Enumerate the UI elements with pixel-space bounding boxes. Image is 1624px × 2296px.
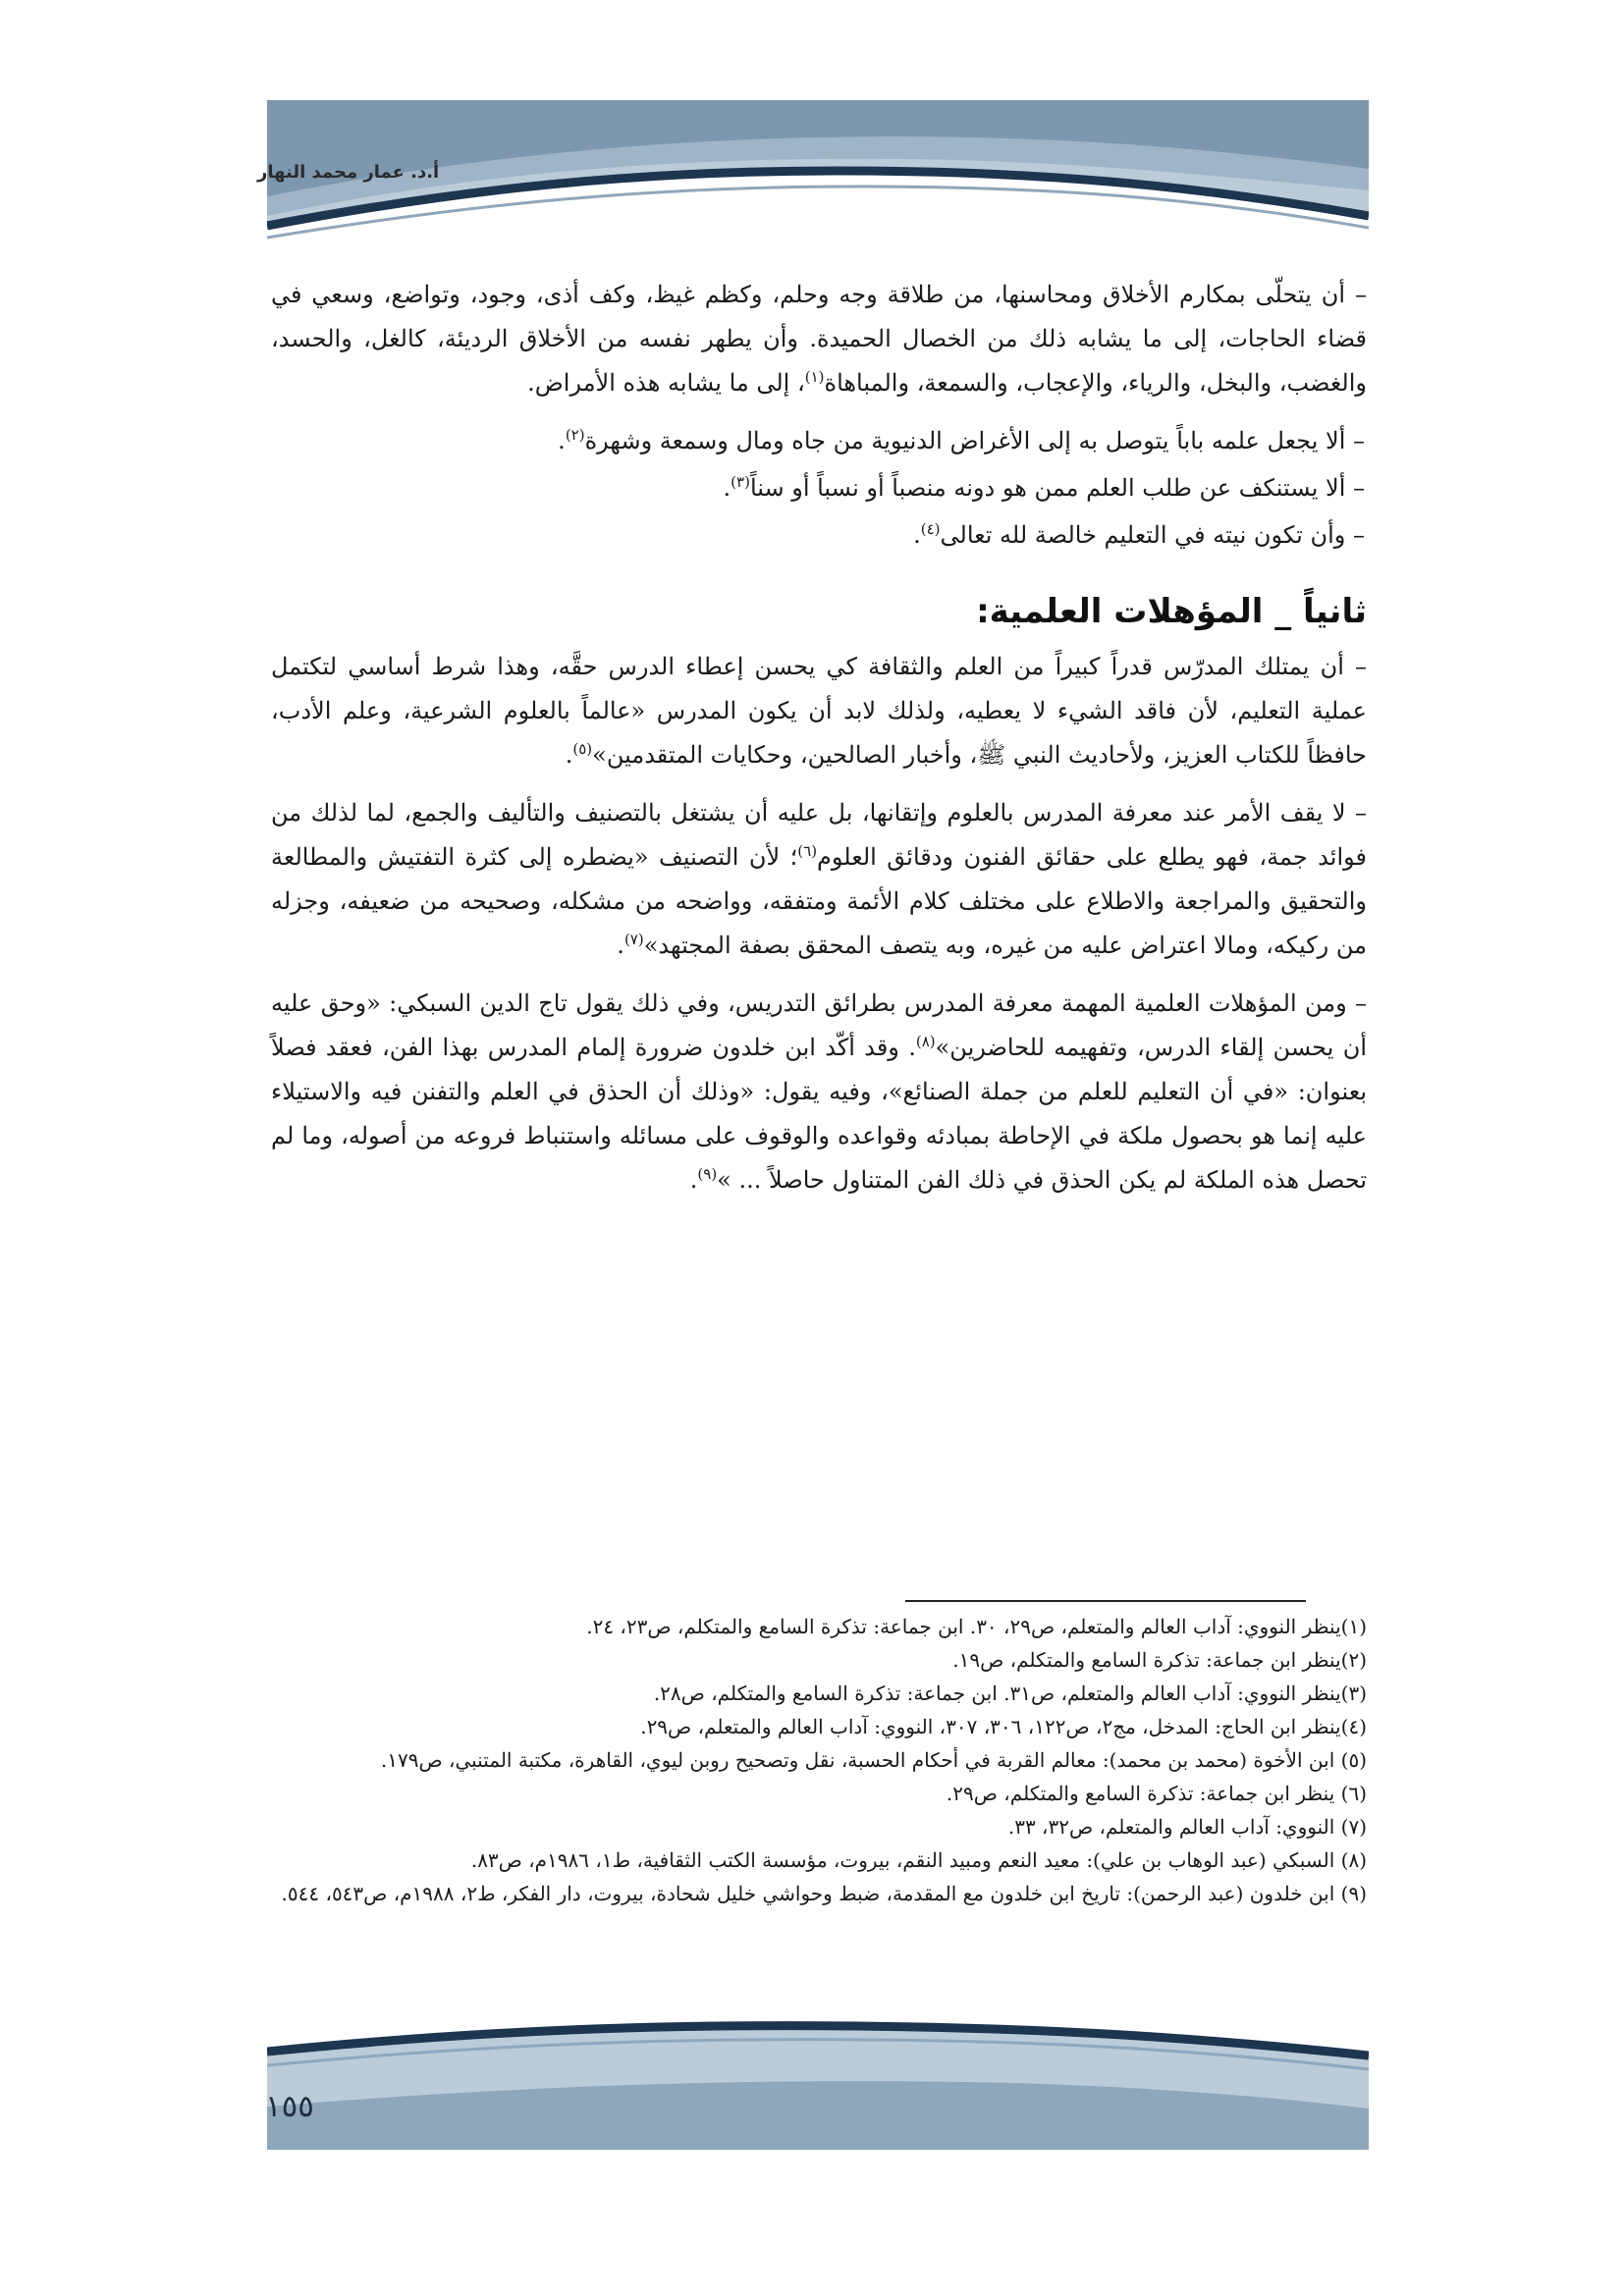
paragraph-text: – أن يتحلّى بمكارم الأخلاق ومحاسنها، من طلاقة وجه وحلم، وكظم غيظ، وكف أذى، وجود، وتواضع، وسعي في قضاء الحاجات، إلى ما يشابه ذلك من الخصال الحميدة. وأن يطهر نفسه من الأخلاق الرديئة، كالغل، والحسد، والغضب، والبخل، والرياء، والإعجاب، والسمعة، والمباهاة bbox=[271, 281, 1367, 397]
footnote-ref: (١) bbox=[804, 368, 825, 386]
footnote-ref: (٩) bbox=[697, 1165, 718, 1183]
paragraph-text: – أن يمتلك المدرّس قدراً كبيراً من العلم والثقافة كي يحسن إعطاء الدرس حقَّه، وهذا شرط أساسي لتكتمل عملية التعليم، لأن فاقد الشيء لا يعطيه، ولذلك لابد أن يكون المدرس «عالماً بالعلوم الشرعية، وعلم الأدب، حافظاً للكتاب العزيز، ولأحاديث النبي ﷺ، وأخبار الصالحين، وحكايات المتقدمين» bbox=[271, 653, 1367, 769]
paragraph-knowledge bbox=[271, 645, 1367, 777]
paragraph-end: . bbox=[565, 741, 573, 769]
section-heading: ثانياً _ المؤهلات العلمية: bbox=[976, 592, 1367, 631]
footer-band bbox=[267, 2012, 1369, 2150]
spacer bbox=[271, 405, 1367, 419]
footnote: (٦) ينظر ابن جماعة: تذكرة السامع والمتكلم، ص٢٩. bbox=[946, 1782, 1367, 1805]
footnote: (٢)ينظر ابن جماعة: تذكرة السامع والمتكلم، ص١٩. bbox=[952, 1648, 1367, 1672]
paragraph-teaching-methods bbox=[271, 982, 1367, 1202]
list-item-text: – ألا يجعل علمه باباً يتوصل به إلى الأغراض الدنيوية من جاه ومال وسمعة وشهرة bbox=[584, 427, 1365, 454]
list-item bbox=[271, 513, 1367, 557]
footnote-ref: (٨) bbox=[915, 1033, 936, 1050]
footnote: (٤)ينظر ابن الحاج: المدخل، مج٢، ص١٢٢، ٣٠٦، ٣٠٧، النووي: آداب العالم والمتعلم، ص٢٩. bbox=[640, 1715, 1367, 1738]
paragraph-text: ؛ لأن التصنيف «يضطره إلى كثرة التفتيش والمطالعة والتحقيق والمراجعة والاطلاع على مختلف كلام الأئمة ومتفقه، وواضحه من مشكله، وصحيحه من ضعيفه، وجزله من ركيكه، ومالا اعتراض عليه من غيره، وبه يتصف المحقق بصفة المجتهد» bbox=[271, 843, 1367, 959]
paragraph-text: . وقد أكّد ابن خلدون ضرورة إلمام المدرس بهذا الفن، فعقد فصلاً بعنوان: «في أن التعليم للعلم من جملة الصنائع»، وفيه يقول: «وذلك أن الحذق في العلم والتفنن فيه والاستيلاء عليه إنما هو بحصول ملكة في الإحاطة بمبادئه وقواعده والوقوف على مسائله واستنباط فروعه من أصوله، وما لم تحصل هذه الملكة لم يكن الحذق في ذلك الفن المتناول حاصلاً ... » bbox=[271, 1034, 1367, 1194]
list-item-text: – وأن تكون نيته في التعليم خالصة لله تعالى bbox=[940, 521, 1365, 549]
footnote-ref: (٥) bbox=[572, 740, 593, 758]
footer-wave-graphic bbox=[267, 2012, 1369, 2150]
page-number: ١٥٥ bbox=[265, 2089, 314, 2124]
paragraph-authoring bbox=[271, 791, 1367, 968]
footnote-ref: (٣) bbox=[731, 473, 750, 491]
list-item bbox=[271, 419, 1367, 462]
paragraph-text: – لا يقف الأمر عند معرفة المدرس بالعلوم وإتقانها، بل عليه أن يشتغل بالتصنيف والتأليف والجمع، لما لذلك من فوائد جمة، فهو يطلع على حقائق الفنون ودقائق العلوم bbox=[271, 799, 1367, 871]
footnote-ref: (٤) bbox=[920, 520, 941, 538]
footnote-ref: (٢) bbox=[565, 426, 585, 444]
list-item-end: . bbox=[913, 521, 921, 549]
paragraph-morals bbox=[271, 273, 1367, 405]
footnote: (٩) ابن خلدون (عبد الرحمن): تاريخ ابن خلدون مع المقدمة، ضبط وحواشي خليل شحادة، بيروت، دار الفكر، ط٢، ١٩٨٨م، ص٥٤٣، ٥٤٤. bbox=[281, 1882, 1367, 1905]
footnote: (٨) السبكي (عبد الوهاب بن علي): معيد النعم ومبيد النقم، بيروت، مؤسسة الكتب الثقافية، ط١، ١٩٨٦م، ص٨٣. bbox=[470, 1848, 1367, 1872]
footnote-separator bbox=[905, 1600, 1306, 1602]
footnote: (١)ينظر النووي: آداب العالم والمتعلم، ص٢٩، ٣٠. ابن جماعة: تذكرة السامع والمتكلم، ص٢٣، ٢٤. bbox=[586, 1615, 1367, 1638]
footnotes bbox=[275, 1610, 1367, 1910]
footnote: (٣)ينظر النووي: آداب العالم والمتعلم، ص٣١. ابن جماعة: تذكرة السامع والمتكلم، ص٢٨. bbox=[653, 1682, 1367, 1705]
paragraph-end: . bbox=[689, 1166, 698, 1194]
footnote-ref: (٦) bbox=[797, 842, 818, 860]
main-content bbox=[271, 273, 1367, 1202]
spacer bbox=[271, 777, 1367, 791]
footnote: (٥) ابن الأخوة (محمد بن محمد): معالم القربة في أحكام الحسبة، نقل وتصحيح روبن ليوي، القاهرة، مكتبة المتنبي، ص١٧٩. bbox=[380, 1748, 1367, 1772]
paragraph-text: ، إلى ما يشابه هذه الأمراض. bbox=[527, 369, 805, 397]
footnote-ref: (٧) bbox=[623, 931, 644, 948]
list-item-text: – ألا يستنكف عن طلب العلم ممن هو دونه منصباً أو نسباً أو سناً bbox=[749, 474, 1365, 502]
author-name: أ.د. عمار محمد النهار bbox=[257, 162, 440, 183]
list-item-end: . bbox=[723, 474, 731, 502]
paragraph-text: – ومن المؤهلات العلمية المهمة معرفة المدرس بطرائق التدريس، وفي ذلك يقول تاج الدين السبكي: «وحق عليه أن يحسن إلقاء الدرس، وتفهيمه للحاضرين» bbox=[271, 989, 1368, 1061]
list-item-end: . bbox=[558, 427, 566, 454]
spacer bbox=[271, 968, 1367, 982]
paragraph-end: . bbox=[617, 932, 624, 959]
list-item bbox=[271, 466, 1367, 509]
footnote: (٧) النووي: آداب العالم والمتعلم، ص٣٢، ٣٣. bbox=[1007, 1815, 1367, 1839]
